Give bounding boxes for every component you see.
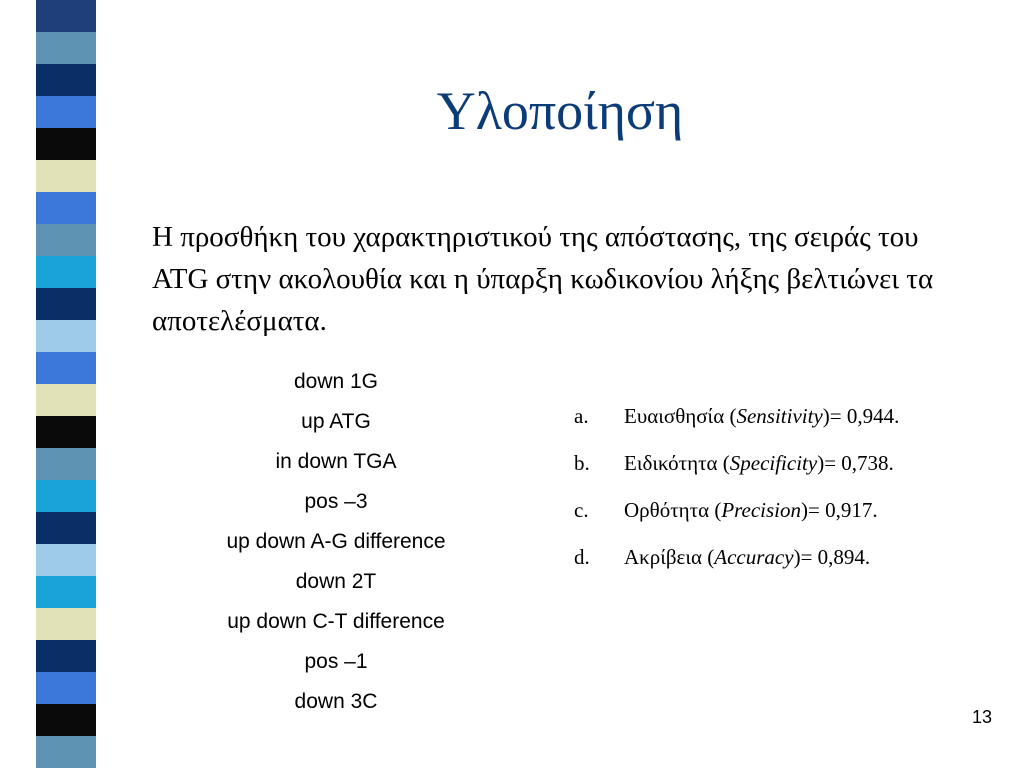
list-marker: d.	[574, 545, 590, 569]
strip-segment	[36, 288, 96, 320]
feature-item: down 2T	[295, 570, 377, 593]
decorative-strip	[36, 0, 96, 768]
feature-item: down 1G	[293, 370, 379, 393]
strip-segment	[36, 416, 96, 448]
metric-term: Specificity	[729, 451, 818, 475]
strip-segment	[36, 576, 96, 608]
strip-segment	[36, 512, 96, 544]
metrics-list	[574, 404, 994, 592]
strip-segment	[36, 672, 96, 704]
strip-segment	[36, 448, 96, 480]
metric-text	[624, 498, 878, 523]
strip-segment	[36, 480, 96, 512]
strip-segment	[36, 736, 96, 768]
intro-paragraph: Η προσθήκη του χαρακτηριστικού της απόστασης, της σειράς του ATG στην ακολουθία και η ύπαρξη κωδικονίου λήξης βελτιώνει τα αποτελέσματα.	[152, 221, 934, 337]
strip-segment	[36, 640, 96, 672]
metric-term: Precision	[721, 498, 802, 522]
metric-term: Accuracy	[714, 545, 794, 569]
metric-value: )= 0,738.	[817, 451, 894, 475]
list-marker: b.	[574, 451, 590, 475]
strip-segment	[36, 320, 96, 352]
feature-item: in down TGA	[275, 450, 397, 473]
strip-segment	[36, 384, 96, 416]
metric-item-accuracy	[574, 545, 994, 592]
strip-segment	[36, 32, 96, 64]
list-marker: a.	[574, 404, 589, 428]
metric-item-precision	[574, 498, 994, 545]
list-marker: c.	[574, 498, 589, 522]
metric-label: Ορθότητα (	[624, 498, 722, 522]
feature-item: up down A-G difference	[226, 530, 446, 553]
feature-item: up ATG	[301, 410, 371, 433]
metric-term: Sensitivity	[736, 404, 823, 428]
strip-segment	[36, 128, 96, 160]
strip-segment	[36, 608, 96, 640]
feature-item: pos –1	[304, 650, 368, 673]
strip-segment	[36, 704, 96, 736]
strip-segment	[36, 96, 96, 128]
metric-text	[624, 404, 899, 429]
metric-label: Ακρίβεια (	[624, 545, 715, 569]
strip-segment	[36, 544, 96, 576]
page-number: 13	[971, 707, 992, 727]
strip-segment	[36, 224, 96, 256]
metric-item-specificity	[574, 451, 994, 498]
slide-title: Υλοποίηση	[436, 81, 684, 141]
metric-label: Ευαισθησία (	[624, 404, 737, 428]
strip-segment	[36, 64, 96, 96]
feature-item: up down C-T difference	[227, 610, 445, 633]
feature-item: down 3C	[294, 690, 378, 713]
strip-segment	[36, 0, 96, 32]
strip-segment	[36, 192, 96, 224]
strip-segment	[36, 160, 96, 192]
metric-item-sensitivity	[574, 404, 994, 451]
strip-segment	[36, 352, 96, 384]
feature-list	[186, 365, 486, 725]
metric-value: )= 0,894.	[793, 545, 871, 569]
metric-value: )= 0,917.	[801, 498, 878, 522]
metric-text	[624, 451, 894, 476]
strip-segment	[36, 256, 96, 288]
feature-item: pos –3	[304, 490, 368, 513]
metric-text	[624, 545, 870, 570]
metric-label: Ειδικότητα (	[624, 451, 730, 475]
metric-value: )= 0,944.	[822, 404, 900, 428]
